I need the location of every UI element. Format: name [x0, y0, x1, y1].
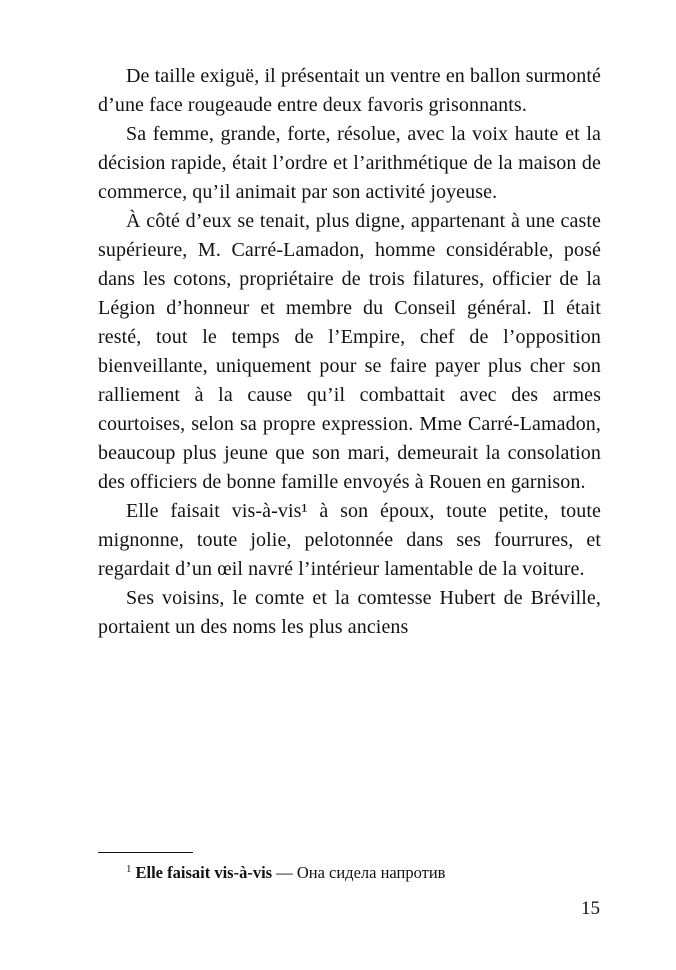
footnote: [98, 852, 601, 884]
paragraph: Elle faisait vis-à-vis¹ à son époux, toute petite, toute mignonne, toute jolie, pelotonnée dans ses fourrures, et regardait d’un œil navré l’intérieur lamentable de la voiture.: [98, 500, 601, 580]
footnote-marker: 1: [126, 862, 132, 875]
footnote-term: Elle faisait vis-à-vis: [135, 863, 273, 882]
paragraph: De taille exiguë, il présentait un ventre en ballon surmonté d’une face rougeaude entre deux favoris grisonnants.: [98, 65, 601, 116]
footnote-text: [98, 862, 601, 884]
paragraph: Ses voisins, le comte et la comtesse Hubert de Bréville, portaient un des noms les plus anciens: [98, 587, 601, 638]
footnote-translation: — Она сидела напротив: [272, 863, 446, 882]
page-number: 15: [581, 898, 600, 919]
body-text: [98, 62, 601, 642]
paragraph: Sa femme, grande, forte, résolue, avec la voix haute et la décision rapide, était l’ordre et l’arithmétique de la maison de commerce, qu’il animait par son activité joyeuse.: [98, 123, 601, 203]
paragraph: À côté d’eux se tenait, plus digne, appartenant à une caste supérieure, M. Carré-Lamadon, homme considérable, posé dans les cotons, propriétaire de trois filatures, officier de la Légion d’honneur et membre du Conseil général. Il était resté, tout le temps de l’Empire, chef de l’opposition bienveillante, uniquement pour se faire payer plus cher son ralliement à la cause qu’il combattait avec des armes courtoises, selon sa propre expression. Mme Carré-Lamadon, beaucoup plus jeune que son mari, demeurait la consolation des officiers de bonne famille envoyés à Rouen en garnison.: [98, 210, 601, 493]
footnote-separator-rule: [98, 852, 193, 853]
